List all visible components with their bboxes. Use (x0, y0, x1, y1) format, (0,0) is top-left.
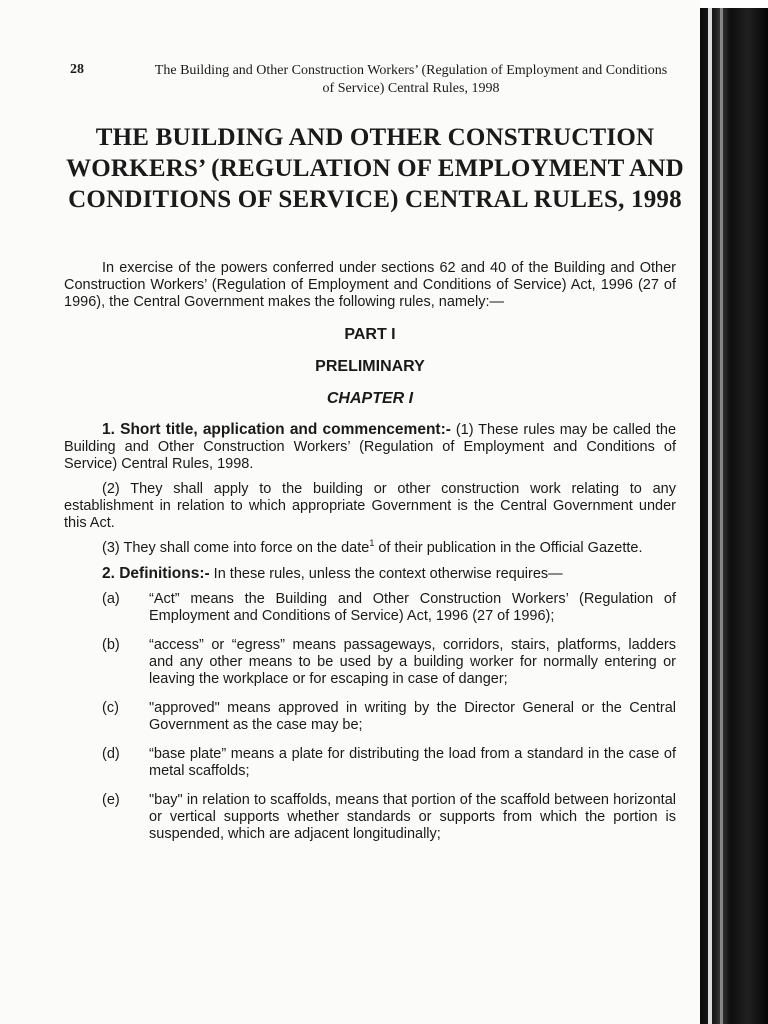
part-heading: PART I (344, 326, 396, 343)
rule-1-subrule-2: (2) They shall apply to the building or other construction work relating to any establishment in relation to which appropriate Government is the Central Government under this Act. (64, 481, 676, 531)
definition-text: "bay" in relation to scaffolds, means that portion of the scaffold between horizontal or vertical supports whether standards or supports from which the portion is suspended, which are adjacent longitudinally; (149, 792, 676, 842)
preamble-paragraph: In exercise of the powers conferred under sections 62 and 40 of the Building and Other Construction Workers’ (Regulation of Employment and Conditions of Service) Act, 1996 (27 of 1996), the Central Government makes the following rules, namely:— (64, 260, 676, 310)
definition-label: (c) (102, 700, 119, 716)
definition-text: “Act” means the Building and Other Construction Workers’ (Regulation of Employment and Conditions of Service) Act, 1996 (27 of 1996); (149, 591, 676, 624)
rule-1-subrule-3-text-a: (3) They shall come into force on the date (102, 540, 370, 556)
book-binding-edge (700, 8, 768, 1024)
rule-1-subrule-3-text-b: of their publication in the Official Gazette. (374, 540, 643, 556)
definition-label: (d) (102, 746, 120, 762)
running-header-text: The Building and Other Construction Workers’ (Regulation of Employment and Conditions of Service) Central Rules, 1998 (154, 63, 668, 96)
definition-item-b (64, 637, 676, 688)
rule-1-paragraph (64, 421, 676, 473)
rule-2-paragraph (64, 565, 676, 583)
page-number: 28 (70, 62, 84, 77)
running-header (70, 62, 680, 98)
definition-item-a (64, 591, 676, 625)
definition-item-c (64, 700, 676, 734)
definition-text: “access” or “egress” means passageways, corridors, stairs, platforms, ladders and any other means to be used by a building worker for normally entering or leaving the workplace or for escaping in case of danger; (149, 637, 676, 687)
rule-1-subrule-3 (64, 540, 676, 557)
rule-2-heading: 2. Definitions:- (102, 565, 210, 582)
definition-item-d (64, 746, 676, 780)
preliminary-heading: PRELIMINARY (315, 358, 425, 375)
definition-label: (a) (102, 591, 120, 607)
definition-item-e (64, 792, 676, 843)
document-title: THE BUILDING AND OTHER CONSTRUCTION WORKERS’ (REGULATION OF EMPLOYMENT AND CONDITIONS OF SERVICE) CENTRAL RULES, 1998 (66, 124, 684, 213)
definition-label: (b) (102, 637, 120, 653)
footnote-marker: 1 (369, 538, 375, 549)
document-body (64, 260, 676, 855)
definition-text: "approved" means approved in writing by the Director General or the Central Government as the case may be; (149, 700, 676, 733)
rule-1-subrule-1: (1) These rules may be called the Building and Other Construction Workers’ (Regulation of Employment and Conditions of Service) Central Rules, 1998. (64, 422, 677, 472)
rule-2-intro: In these rules, unless the context otherwise requires— (209, 566, 563, 582)
chapter-heading: CHAPTER I (326, 390, 414, 407)
definition-label: (e) (102, 792, 120, 808)
definition-text: “base plate” means a plate for distributing the load from a standard in the case of metal scaffolds; (149, 746, 676, 779)
rule-1-heading: 1. Short title, application and commencement:- (102, 421, 451, 438)
